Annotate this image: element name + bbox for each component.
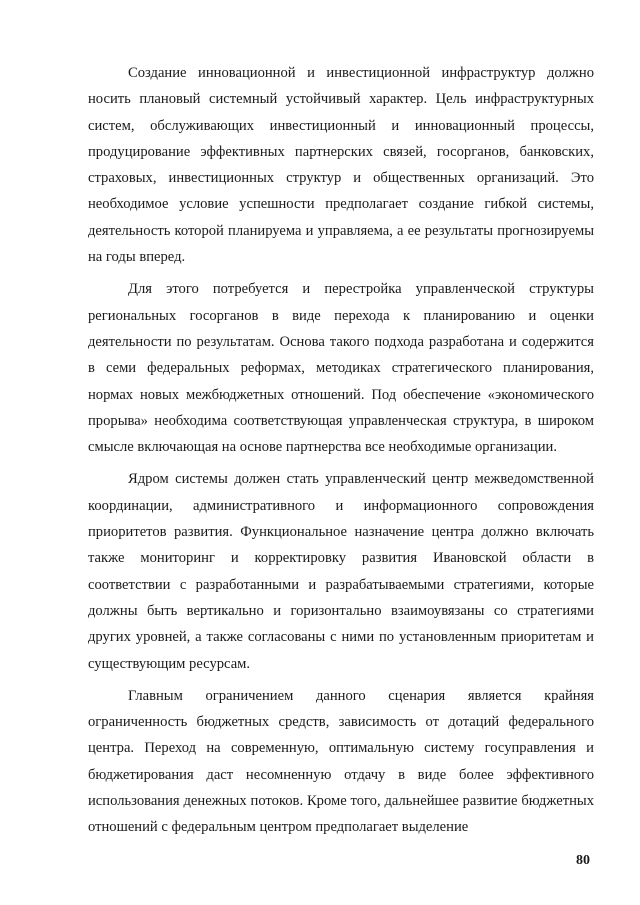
- paragraph-2: Для этого потребуется и перестройка управленческой структуры региональных госорганов в виде перехода к планированию и оценки деятельности по результатам. Основа такого подхода разработана и содержится в семи федеральных реформах, методиках стратегического планирования, нормах новых межбюджетных отношений. Под обеспечение «экономического прорыва» необходима соответствующая управленческая структура, в широком смысле включающая на основе партнерства все необходимые организации.: [88, 281, 594, 456]
- paragraph-3: Ядром системы должен стать управленческий центр межведомственной координации, административного и информационного сопровождения приоритетов развития. Функциональное назначение центра должно включать также мониторинг и корректировку развития Ивановской области в соответствии с разработанными и разрабатываемыми стратегиями, которые должны быть вертикально и горизонтально взаимоувязаны со стратегиями других уровней, а также согласованы с ними по установленным приоритетам и существующим ресурсам.: [88, 471, 594, 672]
- body-text: [88, 60, 594, 841]
- page-number: 80: [576, 853, 590, 868]
- paragraph-1: Создание инновационной и инвестиционной инфраструктур должно носить плановый системный устойчивый характер. Цель инфраструктурных систем, обслуживающих инвестиционный и инновационный процессы, продуцирование эффективных партнерских связей, госорганов, банковских, страховых, инвестиционных структур и общественных организаций. Это необходимое условие успешности предполагает создание гибкой системы, деятельность которой планируема и управляема, а ее результаты прогнозируемы на годы вперед.: [88, 65, 594, 266]
- paragraph-4: Главным ограничением данного сценария является крайняя ограниченность бюджетных средств, зависимость от дотаций федерального центра. Переход на современную, оптимальную систему госуправления и бюджетирования даст несомненную отдачу в виде более эффективного использования денежных потоков. Кроме того, дальнейшее развитие бюджетных отношений с федеральным центром предполагает выделение: [88, 687, 594, 836]
